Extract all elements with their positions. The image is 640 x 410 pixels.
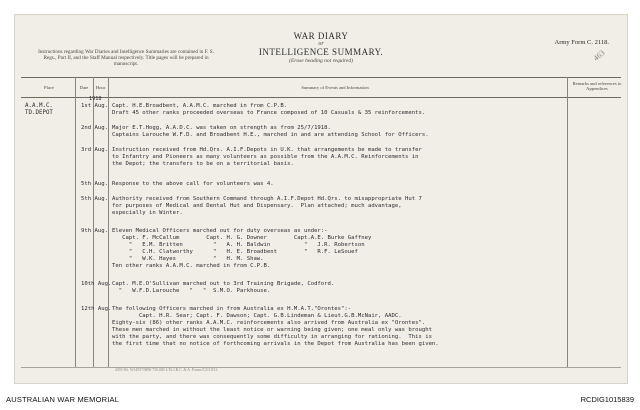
title-or: or xyxy=(318,41,324,47)
form-header xyxy=(15,15,627,90)
pencil-annotation: 463 xyxy=(591,48,607,63)
entry-8: The following Officers marched in from Australia ex H.M.A.T."Orontes":- Capt. H.R. Sear; Capt. F. Dawson; Capt. G.B.Lindeman & Lieut.G.B.McNair, AADC. Eighty-six (86) other ranks A.A.M.C. reinforcements also arrived from Australia ex "Orontes". These men marched in without the least notice or warning being given; one meal only was brought with the party, and there was consequently some difficulty in arranging for rationing. This is the first time that no notice of forthcoming arrivals in the Depot from Australia has been given. xyxy=(112,306,439,347)
date-3: 3rd Aug. xyxy=(81,147,108,153)
title-intelligence-summary: INTELLIGENCE SUMMARY. xyxy=(258,47,384,57)
col-header-place: Place xyxy=(44,85,54,90)
entry-3: Instruction received from Hd.Qrs. A.I.F.Depots in U.K. that arrangements be made to transfer to Infantry and Pioneers as many volunteers as possible from the A.A.M.C. Reinforcements in the Depot; the transfers to be on a territorial basis. xyxy=(112,147,422,167)
entry-4: Response to the above call for volunteers was 4. xyxy=(112,181,274,187)
title-war-diary: WAR DIARY xyxy=(293,31,349,41)
entry-2: Major E.T.Hogg, A.A.D.C. was taken on strength as from 25/7/1918. Captains Larouche W.F.D. and Broadbent H.E., marched in and are attending School for Officers. xyxy=(112,125,429,138)
date-6: 9th Aug. xyxy=(81,228,108,234)
col-divider-summary xyxy=(567,77,568,367)
entry-7: Capt. M.E.O'Sullivan marched out to 3rd Training Brigade, Codford. " W.F.D.Larouche " " S.M.O. Parkhouse. xyxy=(112,281,335,294)
date-4: 5th Aug. xyxy=(81,181,108,187)
entry-5: Authority received from Southern Command through A.I.F.Depot Hd.Qrs. to misappropriate Hut 7 for purposes of Medical and Dental Hut and Dispensary. Plan attached; much advantage, especially in Winter. xyxy=(112,196,422,216)
date-7: 10th Aug. xyxy=(81,281,112,287)
form-titles xyxy=(15,31,627,64)
col-divider-place xyxy=(75,77,76,367)
date-2: 2nd Aug. xyxy=(81,125,108,131)
header-top-rule xyxy=(21,77,621,78)
diary-sheet xyxy=(14,14,628,384)
header-bottom-rule xyxy=(21,97,621,98)
entry-1: Capt. H.E.Broadbent, A.A.M.C. marched in from C.P.B. Draft 45 other ranks proceeded overseas to France composed of 10 Casuals & 35 reinforcements. xyxy=(112,103,426,116)
army-form-number: Army Form C. 2118. xyxy=(554,39,609,46)
date-5: 5th Aug. xyxy=(81,196,108,202)
entry-6: Eleven Medical Officers marched out for duty overseas as under:- Capt. F. McCallum Capt. H. G. Downer Capt.A.E. Burke Gaffney " E.M. Britten " A. H. Baldwin " J.R. Robertson " C.H. Clatworthy " H. E. Broadbent " R.F. LeSouef " W.K. Hayes " H. M. Shaw. Ten other ranks A.A.M.C. marched in from C.P.B. xyxy=(112,228,372,269)
form-instructions: Instructions regarding War Diaries and Intelligence Summaries are contained in F. S. Regs., Part II, and the Staff Manual respectively. Title pages will be prepared in manuscript. xyxy=(38,49,214,68)
form-print-line: 4393 Wt. W14957/M90 750,000 1/16 J.B.C. & A. Forms/C2118/12. xyxy=(115,368,219,372)
watermark-record-id: RCDIG1015839 xyxy=(580,395,634,404)
col-header-hour: Hour xyxy=(95,85,106,90)
date-1: 1st Aug. xyxy=(81,103,108,109)
col-header-remarks: Remarks and references to Appendices xyxy=(572,81,622,91)
col-header-summary: Summary of Events and Information xyxy=(301,85,369,90)
date-8: 12th Aug. xyxy=(81,306,112,312)
col-header-date: Date xyxy=(79,85,89,90)
col-divider-date xyxy=(93,77,94,367)
year-entry: 1918 xyxy=(89,96,102,102)
watermark-awm: AUSTRALIAN WAR MEMORIAL xyxy=(6,395,120,404)
place-entry: A.A.M.C. TD.DEPOT xyxy=(25,103,53,116)
col-divider-hour xyxy=(108,77,109,367)
title-subtitle: (Erase heading not required) xyxy=(289,58,353,64)
